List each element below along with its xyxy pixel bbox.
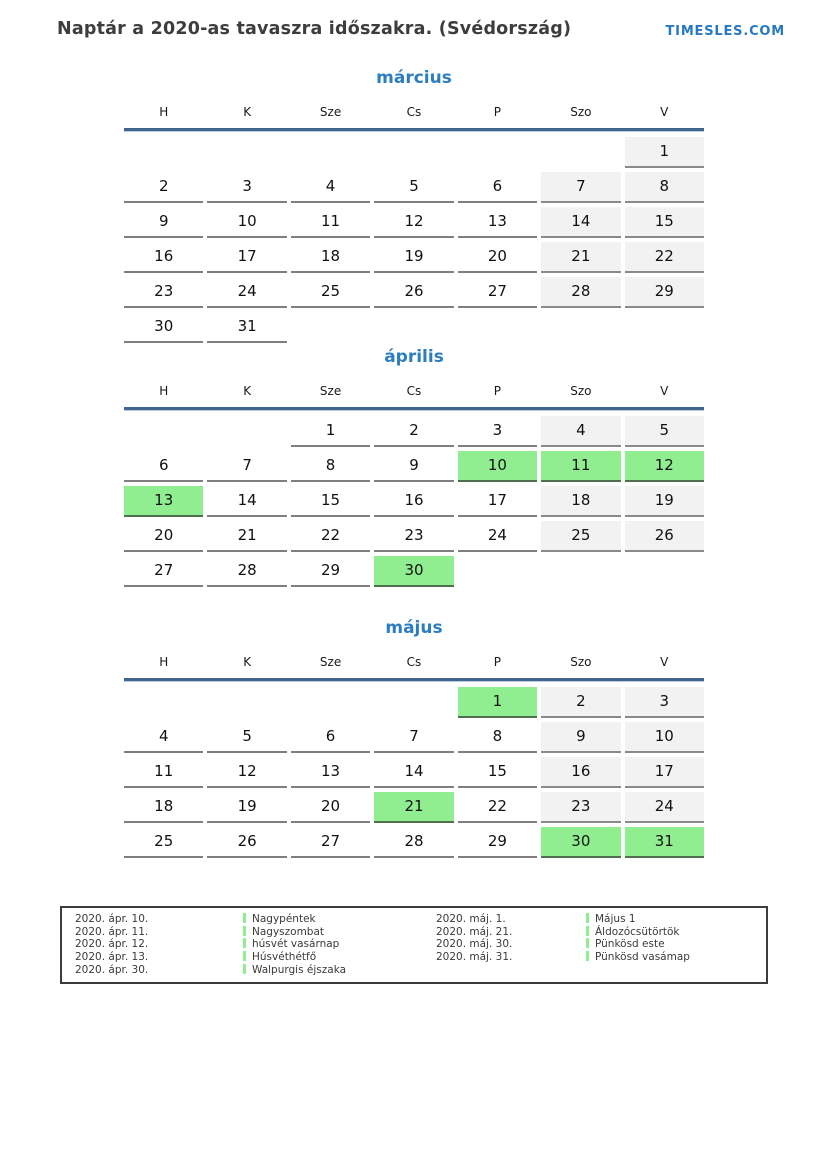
weekday-header: Szo <box>570 384 592 398</box>
weekday-header: Sze <box>319 384 342 398</box>
day-cell: 23 <box>374 521 453 552</box>
legend-entry <box>75 951 346 964</box>
day-cell: 8 <box>291 451 370 482</box>
weekday-header: V <box>660 105 669 119</box>
legend-holiday-name: Walpurgis éjszaka <box>252 963 347 976</box>
day-cell: 13 <box>124 486 203 517</box>
day-cell: 31 <box>207 312 286 343</box>
day-cell: 8 <box>625 172 704 203</box>
day-cell: 6 <box>124 451 203 482</box>
day-cell: 29 <box>291 556 370 587</box>
day-cell: 5 <box>374 172 453 203</box>
empty-cell <box>374 687 453 718</box>
legend-entry <box>436 938 690 951</box>
day-grid <box>124 687 704 862</box>
weekday-header: H <box>159 384 169 398</box>
empty-cell <box>541 556 620 587</box>
day-cell: 28 <box>207 556 286 587</box>
day-cell: 22 <box>625 242 704 273</box>
legend-date: 2020. máj. 21. <box>436 925 513 938</box>
day-cell: 12 <box>207 757 286 788</box>
legend-date: 2020. ápr. 30. <box>75 963 149 976</box>
day-cell: 25 <box>124 827 203 858</box>
day-cell: 22 <box>291 521 370 552</box>
day-cell: 27 <box>458 277 537 308</box>
weekday-header: K <box>243 105 252 119</box>
day-cell: 21 <box>207 521 286 552</box>
day-cell: 1 <box>291 416 370 447</box>
day-cell: 12 <box>625 451 704 482</box>
empty-cell <box>374 312 453 343</box>
day-cell: 1 <box>458 687 537 718</box>
day-cell: 17 <box>625 757 704 788</box>
day-cell: 30 <box>124 312 203 343</box>
legend-entry <box>436 926 690 939</box>
day-cell: 15 <box>625 207 704 238</box>
holiday-marker-icon <box>243 938 246 948</box>
weekday-header: K <box>243 384 252 398</box>
day-cell: 2 <box>124 172 203 203</box>
day-cell: 14 <box>207 486 286 517</box>
month-title: április <box>384 347 444 367</box>
day-cell: 22 <box>458 792 537 823</box>
day-cell: 10 <box>207 207 286 238</box>
holiday-marker-icon <box>243 951 246 961</box>
day-cell: 7 <box>374 722 453 753</box>
day-cell: 14 <box>541 207 620 238</box>
day-cell: 16 <box>541 757 620 788</box>
day-cell: 20 <box>291 792 370 823</box>
day-cell: 31 <box>625 827 704 858</box>
day-cell: 3 <box>207 172 286 203</box>
weekday-header: P <box>493 655 502 669</box>
weekday-header: P <box>493 105 502 119</box>
day-cell: 11 <box>124 757 203 788</box>
day-cell: 18 <box>124 792 203 823</box>
day-cell: 1 <box>625 137 704 168</box>
day-cell: 2 <box>374 416 453 447</box>
weekday-header: Cs <box>406 384 422 398</box>
weekday-header-row <box>124 384 704 401</box>
legend-date: 2020. ápr. 10. <box>75 913 149 925</box>
header-separator-line <box>124 407 704 411</box>
legend-holiday-name: Május 1 <box>595 913 636 925</box>
legend-entry <box>75 926 346 939</box>
day-cell: 3 <box>458 416 537 447</box>
day-cell: 26 <box>374 277 453 308</box>
holiday-marker-icon <box>243 926 246 936</box>
day-cell: 11 <box>291 207 370 238</box>
legend-holiday-name: húsvét vasárnap <box>252 938 340 951</box>
day-cell: 10 <box>458 451 537 482</box>
month-title: március <box>376 68 452 88</box>
day-cell: 10 <box>625 722 704 753</box>
day-cell: 14 <box>374 757 453 788</box>
day-cell: 29 <box>625 277 704 308</box>
empty-cell <box>458 312 537 343</box>
legend-entry <box>75 938 346 951</box>
day-cell: 28 <box>541 277 620 308</box>
legend-holiday-name: Húsvéthétfő <box>252 951 317 964</box>
day-cell: 21 <box>374 792 453 823</box>
legend-date: 2020. máj. 31. <box>436 951 513 964</box>
empty-cell <box>458 137 537 168</box>
weekday-header-row <box>124 105 704 122</box>
weekday-header: K <box>243 655 252 669</box>
holiday-marker-icon <box>243 964 246 974</box>
day-cell: 24 <box>458 521 537 552</box>
day-cell: 16 <box>374 486 453 517</box>
calendar-months <box>124 68 704 882</box>
day-cell: 17 <box>458 486 537 517</box>
day-cell: 7 <box>207 451 286 482</box>
month-3 <box>124 618 704 862</box>
day-cell: 26 <box>207 827 286 858</box>
day-cell: 23 <box>541 792 620 823</box>
legend-holiday-name: Nagypéntek <box>252 913 316 925</box>
day-cell: 29 <box>458 827 537 858</box>
day-cell: 24 <box>207 277 286 308</box>
day-cell: 11 <box>541 451 620 482</box>
header-separator-line <box>124 128 704 132</box>
day-cell: 27 <box>124 556 203 587</box>
legend-entry <box>436 951 690 964</box>
legend-date: 2020. ápr. 12. <box>75 938 149 951</box>
day-cell: 9 <box>541 722 620 753</box>
weekday-header-row <box>124 655 704 672</box>
legend-date: 2020. ápr. 11. <box>75 925 149 938</box>
empty-cell <box>207 687 286 718</box>
weekday-header: V <box>660 384 669 398</box>
day-cell: 3 <box>625 687 704 718</box>
empty-cell <box>124 416 203 447</box>
empty-cell <box>291 687 370 718</box>
weekday-header: Cs <box>406 655 422 669</box>
day-cell: 24 <box>625 792 704 823</box>
legend-entry <box>436 913 690 926</box>
day-cell: 30 <box>541 827 620 858</box>
day-cell: 6 <box>458 172 537 203</box>
day-cell: 4 <box>291 172 370 203</box>
header-separator-line <box>124 678 704 682</box>
legend-column <box>75 913 346 976</box>
empty-cell <box>625 312 704 343</box>
day-cell: 28 <box>374 827 453 858</box>
day-cell: 9 <box>374 451 453 482</box>
day-cell: 5 <box>207 722 286 753</box>
empty-cell <box>291 137 370 168</box>
day-cell: 15 <box>458 757 537 788</box>
holiday-marker-icon <box>586 951 589 961</box>
day-cell: 7 <box>541 172 620 203</box>
day-cell: 5 <box>625 416 704 447</box>
weekday-header: V <box>660 655 669 669</box>
holiday-marker-icon <box>243 913 246 923</box>
holiday-marker-icon <box>586 913 589 923</box>
empty-cell <box>124 137 203 168</box>
empty-cell <box>207 416 286 447</box>
site-logo-link[interactable]: TIMESLES.COM <box>665 24 785 39</box>
day-cell: 15 <box>291 486 370 517</box>
day-cell: 18 <box>541 486 620 517</box>
day-cell: 19 <box>207 792 286 823</box>
weekday-header: H <box>159 105 169 119</box>
legend-date: 2020. máj. 30. <box>436 938 513 951</box>
day-cell: 4 <box>541 416 620 447</box>
weekday-header: Sze <box>319 105 342 119</box>
month-title: május <box>385 618 443 638</box>
weekday-header: Sze <box>319 655 342 669</box>
day-cell: 13 <box>458 207 537 238</box>
day-cell: 4 <box>124 722 203 753</box>
empty-cell <box>124 687 203 718</box>
weekday-header: P <box>493 384 502 398</box>
holiday-marker-icon <box>586 938 589 948</box>
day-cell: 13 <box>291 757 370 788</box>
day-cell: 21 <box>541 242 620 273</box>
weekday-header: Szo <box>570 655 592 669</box>
day-cell: 20 <box>124 521 203 552</box>
day-cell: 6 <box>291 722 370 753</box>
empty-cell <box>458 556 537 587</box>
legend-holiday-name: Áldozócsütörtök <box>595 925 680 938</box>
month-2 <box>124 347 704 591</box>
day-cell: 19 <box>625 486 704 517</box>
weekday-header: H <box>159 655 169 669</box>
day-cell: 23 <box>124 277 203 308</box>
empty-cell <box>291 312 370 343</box>
legend-holiday-name: Pünkösd vasámap <box>595 951 690 964</box>
holiday-legend-box <box>60 906 768 984</box>
day-cell: 17 <box>207 242 286 273</box>
day-cell: 18 <box>291 242 370 273</box>
empty-cell <box>625 556 704 587</box>
day-cell: 30 <box>374 556 453 587</box>
empty-cell <box>207 137 286 168</box>
holiday-marker-icon <box>586 926 589 936</box>
weekday-header: Szo <box>570 105 592 119</box>
day-cell: 2 <box>541 687 620 718</box>
day-cell: 26 <box>625 521 704 552</box>
day-grid <box>124 137 704 347</box>
day-cell: 27 <box>291 827 370 858</box>
legend-date: 2020. ápr. 13. <box>75 951 149 964</box>
day-cell: 19 <box>374 242 453 273</box>
legend-date: 2020. máj. 1. <box>436 913 506 925</box>
day-cell: 25 <box>291 277 370 308</box>
legend-entry <box>75 964 346 977</box>
empty-cell <box>541 312 620 343</box>
day-cell: 8 <box>458 722 537 753</box>
legend-holiday-name: Pünkösd este <box>595 938 665 951</box>
day-cell: 9 <box>124 207 203 238</box>
legend-column <box>436 913 690 964</box>
weekday-header: Cs <box>406 105 422 119</box>
day-grid <box>124 416 704 591</box>
empty-cell <box>541 137 620 168</box>
empty-cell <box>374 137 453 168</box>
day-cell: 20 <box>458 242 537 273</box>
legend-holiday-name: Nagyszombat <box>252 925 325 938</box>
day-cell: 25 <box>541 521 620 552</box>
day-cell: 12 <box>374 207 453 238</box>
day-cell: 16 <box>124 242 203 273</box>
month-1 <box>124 68 704 347</box>
legend-entry <box>75 913 346 926</box>
page-title: Naptár a 2020-as tavaszra időszakra. (Svédország) <box>57 19 572 39</box>
